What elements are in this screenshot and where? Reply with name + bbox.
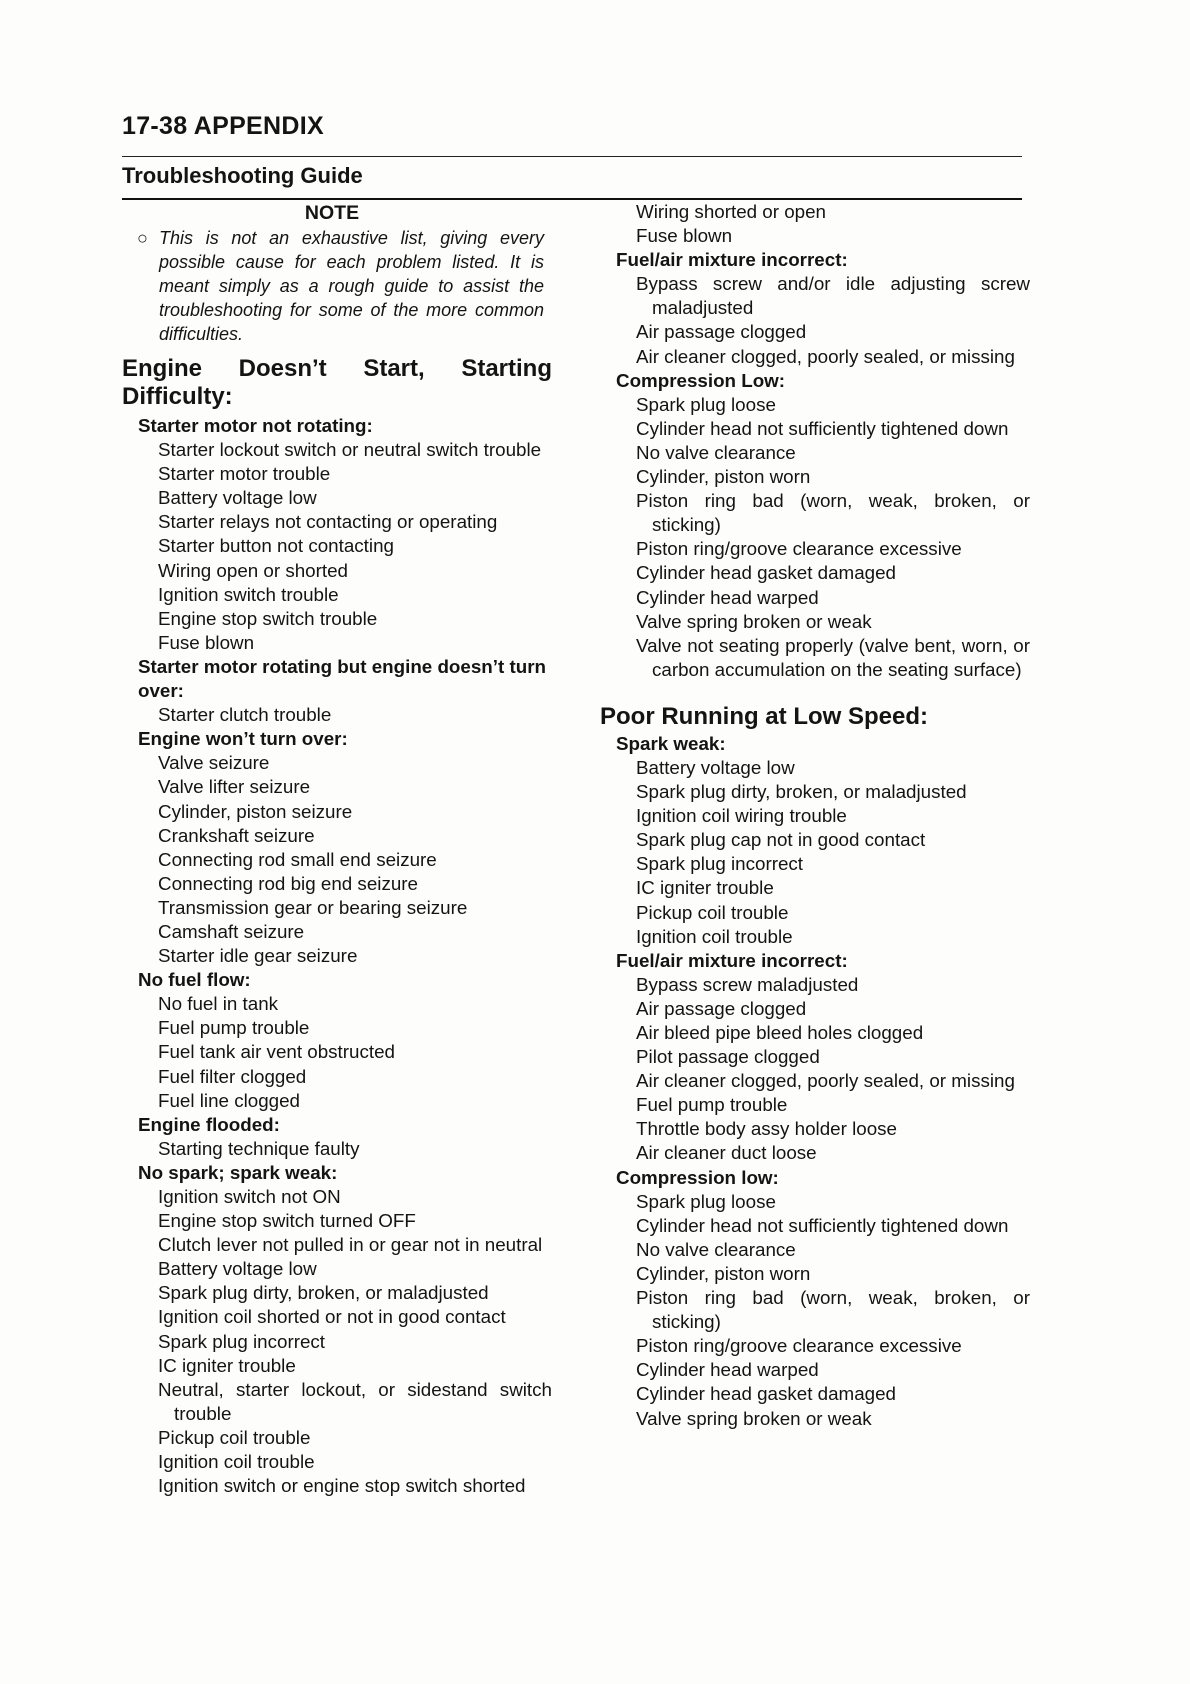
category-group: [600, 1166, 1030, 1431]
list-item: Cylinder head not sufficiently tightened down: [636, 1214, 1009, 1236]
list-item: Battery voltage low: [158, 1258, 317, 1280]
list-item: Cylinder head warped: [636, 1359, 819, 1381]
category-group: [600, 949, 1030, 1166]
list-item: No valve clearance: [636, 441, 796, 463]
list-item: Ignition switch or engine stop switch shorted: [158, 1475, 526, 1497]
page-number: 17-38 APPENDIX: [122, 112, 324, 140]
list-item: Battery voltage low: [158, 487, 317, 509]
list-item: Ignition coil wiring trouble: [636, 805, 847, 827]
category-title: No fuel flow:: [138, 969, 251, 991]
list-item: Cylinder head not sufficiently tightened down: [636, 417, 1009, 439]
section-heading-engine-start-line2: Difficulty:: [122, 383, 233, 410]
list-item: Starter idle gear seizure: [158, 945, 358, 967]
list-item: Spark plug incorrect: [636, 853, 804, 875]
section-title: Troubleshooting Guide: [122, 163, 363, 188]
left-column: [122, 200, 552, 1498]
list-item: Cylinder, piston seizure: [158, 800, 353, 822]
list-item: Wiring open or shorted: [158, 559, 348, 581]
right-continued-items: [600, 200, 1030, 248]
list-item: Wiring shorted or open: [636, 201, 826, 222]
category-title: Starter motor not rotating:: [138, 415, 373, 436]
list-item: Fuse blown: [158, 631, 255, 653]
list-item: Air passage clogged: [636, 997, 807, 1019]
list-item: Transmission gear or bearing seizure: [158, 896, 468, 918]
list-item: No fuel in tank: [158, 993, 279, 1015]
list-item: Cylinder, piston worn: [636, 1262, 811, 1284]
list-item: Valve spring broken or weak: [636, 1407, 872, 1429]
list-item: Spark plug incorrect: [158, 1330, 326, 1352]
category-group: [122, 655, 552, 727]
list-item: Connecting rod small end seizure: [158, 848, 437, 870]
category-title: Engine flooded:: [138, 1113, 280, 1135]
category-group: [122, 414, 552, 655]
category-title: No spark; spark weak:: [138, 1161, 338, 1183]
category-group: [600, 732, 1030, 949]
list-item: Bypass screw and/or idle adjusting screw maladjusted: [636, 273, 1030, 319]
list-item: Pilot passage clogged: [636, 1046, 820, 1068]
category-title: Engine won’t turn over:: [138, 728, 348, 750]
list-item: Crankshaft seizure: [158, 824, 315, 846]
category-group: [600, 369, 1030, 682]
list-item: Piston ring bad (worn, weak, broken, or sticking): [636, 490, 1030, 536]
category-title: Compression Low:: [616, 369, 786, 391]
list-item: Ignition switch trouble: [158, 583, 339, 605]
note-title: NOTE: [304, 202, 360, 224]
list-item: Air cleaner clogged, poorly sealed, or missing: [636, 1070, 1015, 1092]
list-item: Spark plug loose: [636, 393, 776, 415]
list-item: Valve seizure: [158, 752, 270, 774]
list-item: Valve not seating properly (valve bent, worn, or carbon accumulation on the seating surface): [636, 634, 1030, 680]
list-item: Air bleed pipe bleed holes clogged: [636, 1022, 924, 1043]
list-item: Valve spring broken or weak: [636, 610, 872, 632]
list-item: Ignition coil shorted or not in good contact: [158, 1306, 506, 1328]
category-title: Fuel/air mixture incorrect:: [616, 949, 848, 971]
list-item: Clutch lever not pulled in or gear not in neutral: [158, 1234, 543, 1256]
list-item: Starting technique faulty: [158, 1137, 360, 1159]
list-item: Fuse blown: [636, 225, 733, 247]
note-text: This is not an exhaustive list, giving every possible cause for each problem listed. It is meant simply as a rough guide to assist the troubleshooting for some of the more common difficulties.: [159, 228, 544, 344]
list-item: Fuel pump trouble: [158, 1017, 310, 1039]
category-group: [122, 1113, 552, 1161]
category-group: [600, 248, 1030, 368]
category-title: Fuel/air mixture incorrect:: [616, 249, 848, 271]
right-groups-b: [600, 732, 1030, 1431]
list-item: Air cleaner clogged, poorly sealed, or missing: [636, 345, 1015, 367]
category-title: Spark weak:: [616, 732, 726, 754]
list-item: IC igniter trouble: [636, 877, 774, 899]
list-item: IC igniter trouble: [158, 1354, 296, 1376]
left-groups: [122, 414, 552, 1498]
list-item: Fuel filter clogged: [158, 1065, 307, 1087]
list-item: Spark plug dirty, broken, or maladjusted: [158, 1282, 489, 1304]
list-item: Spark plug loose: [636, 1190, 776, 1212]
list-item: Cylinder head gasket damaged: [636, 1383, 896, 1405]
list-item: Engine stop switch turned OFF: [158, 1210, 416, 1232]
list-item: Spark plug cap not in good contact: [636, 829, 926, 851]
list-item: Piston ring/groove clearance excessive: [636, 538, 962, 560]
category-group: [122, 968, 552, 1113]
section-heading-engine-start: Engine Doesn’t Start, Starting: [122, 355, 552, 382]
list-item: Fuel line clogged: [158, 1089, 300, 1111]
list-item: Starter lockout switch or neutral switch trouble: [158, 439, 542, 461]
list-item: Fuel tank air vent obstructed: [158, 1041, 395, 1063]
list-item: Starter motor trouble: [158, 463, 331, 485]
list-item: Ignition coil trouble: [636, 925, 793, 947]
list-item: Starter clutch trouble: [158, 704, 332, 726]
right-groups-a: [600, 248, 1030, 682]
list-item: Ignition coil trouble: [158, 1451, 315, 1473]
list-item: Pickup coil trouble: [158, 1426, 311, 1448]
list-item: Valve lifter seizure: [158, 776, 311, 798]
list-item: Fuel pump trouble: [636, 1094, 788, 1116]
list-item: Air passage clogged: [636, 321, 807, 343]
list-item: Starter relays not contacting or operating: [158, 511, 498, 533]
list-item: Bypass screw maladjusted: [636, 973, 859, 995]
list-item: Neutral, starter lockout, or sidestand switch trouble: [158, 1378, 552, 1424]
list-item: Cylinder, piston worn: [636, 466, 811, 488]
category-title: Compression low:: [616, 1166, 779, 1188]
note-body: [122, 226, 544, 346]
category-group: [122, 1161, 552, 1498]
list-item: Battery voltage low: [636, 756, 795, 778]
list-item: Pickup coil trouble: [636, 901, 789, 923]
list-item: Camshaft seizure: [158, 920, 305, 942]
list-item: Starter button not contacting: [158, 535, 394, 557]
section-gap: [600, 682, 1030, 704]
list-item: Air cleaner duct loose: [636, 1142, 817, 1164]
list-item: No valve clearance: [636, 1238, 796, 1260]
right-column: [600, 200, 1030, 1431]
category-title: Starter motor rotating but engine doesn’t turn over:: [138, 655, 546, 702]
list-item: Piston ring bad (worn, weak, broken, or sticking): [636, 1287, 1030, 1333]
list-item: Spark plug dirty, broken, or maladjusted: [636, 781, 967, 803]
list-item: Ignition switch not ON: [158, 1186, 341, 1207]
category-group: [122, 727, 552, 968]
note-bullet-icon: ○: [137, 228, 148, 248]
list-item: Connecting rod big end seizure: [158, 872, 418, 894]
list-item: Cylinder head gasket damaged: [636, 562, 896, 584]
list-item: Throttle body assy holder loose: [636, 1118, 897, 1140]
list-item: Piston ring/groove clearance excessive: [636, 1335, 962, 1357]
list-item: Cylinder head warped: [636, 586, 819, 608]
list-item: Engine stop switch trouble: [158, 607, 378, 629]
section-heading-low-speed: Poor Running at Low Speed:: [600, 702, 928, 730]
page-header: [122, 110, 1022, 188]
